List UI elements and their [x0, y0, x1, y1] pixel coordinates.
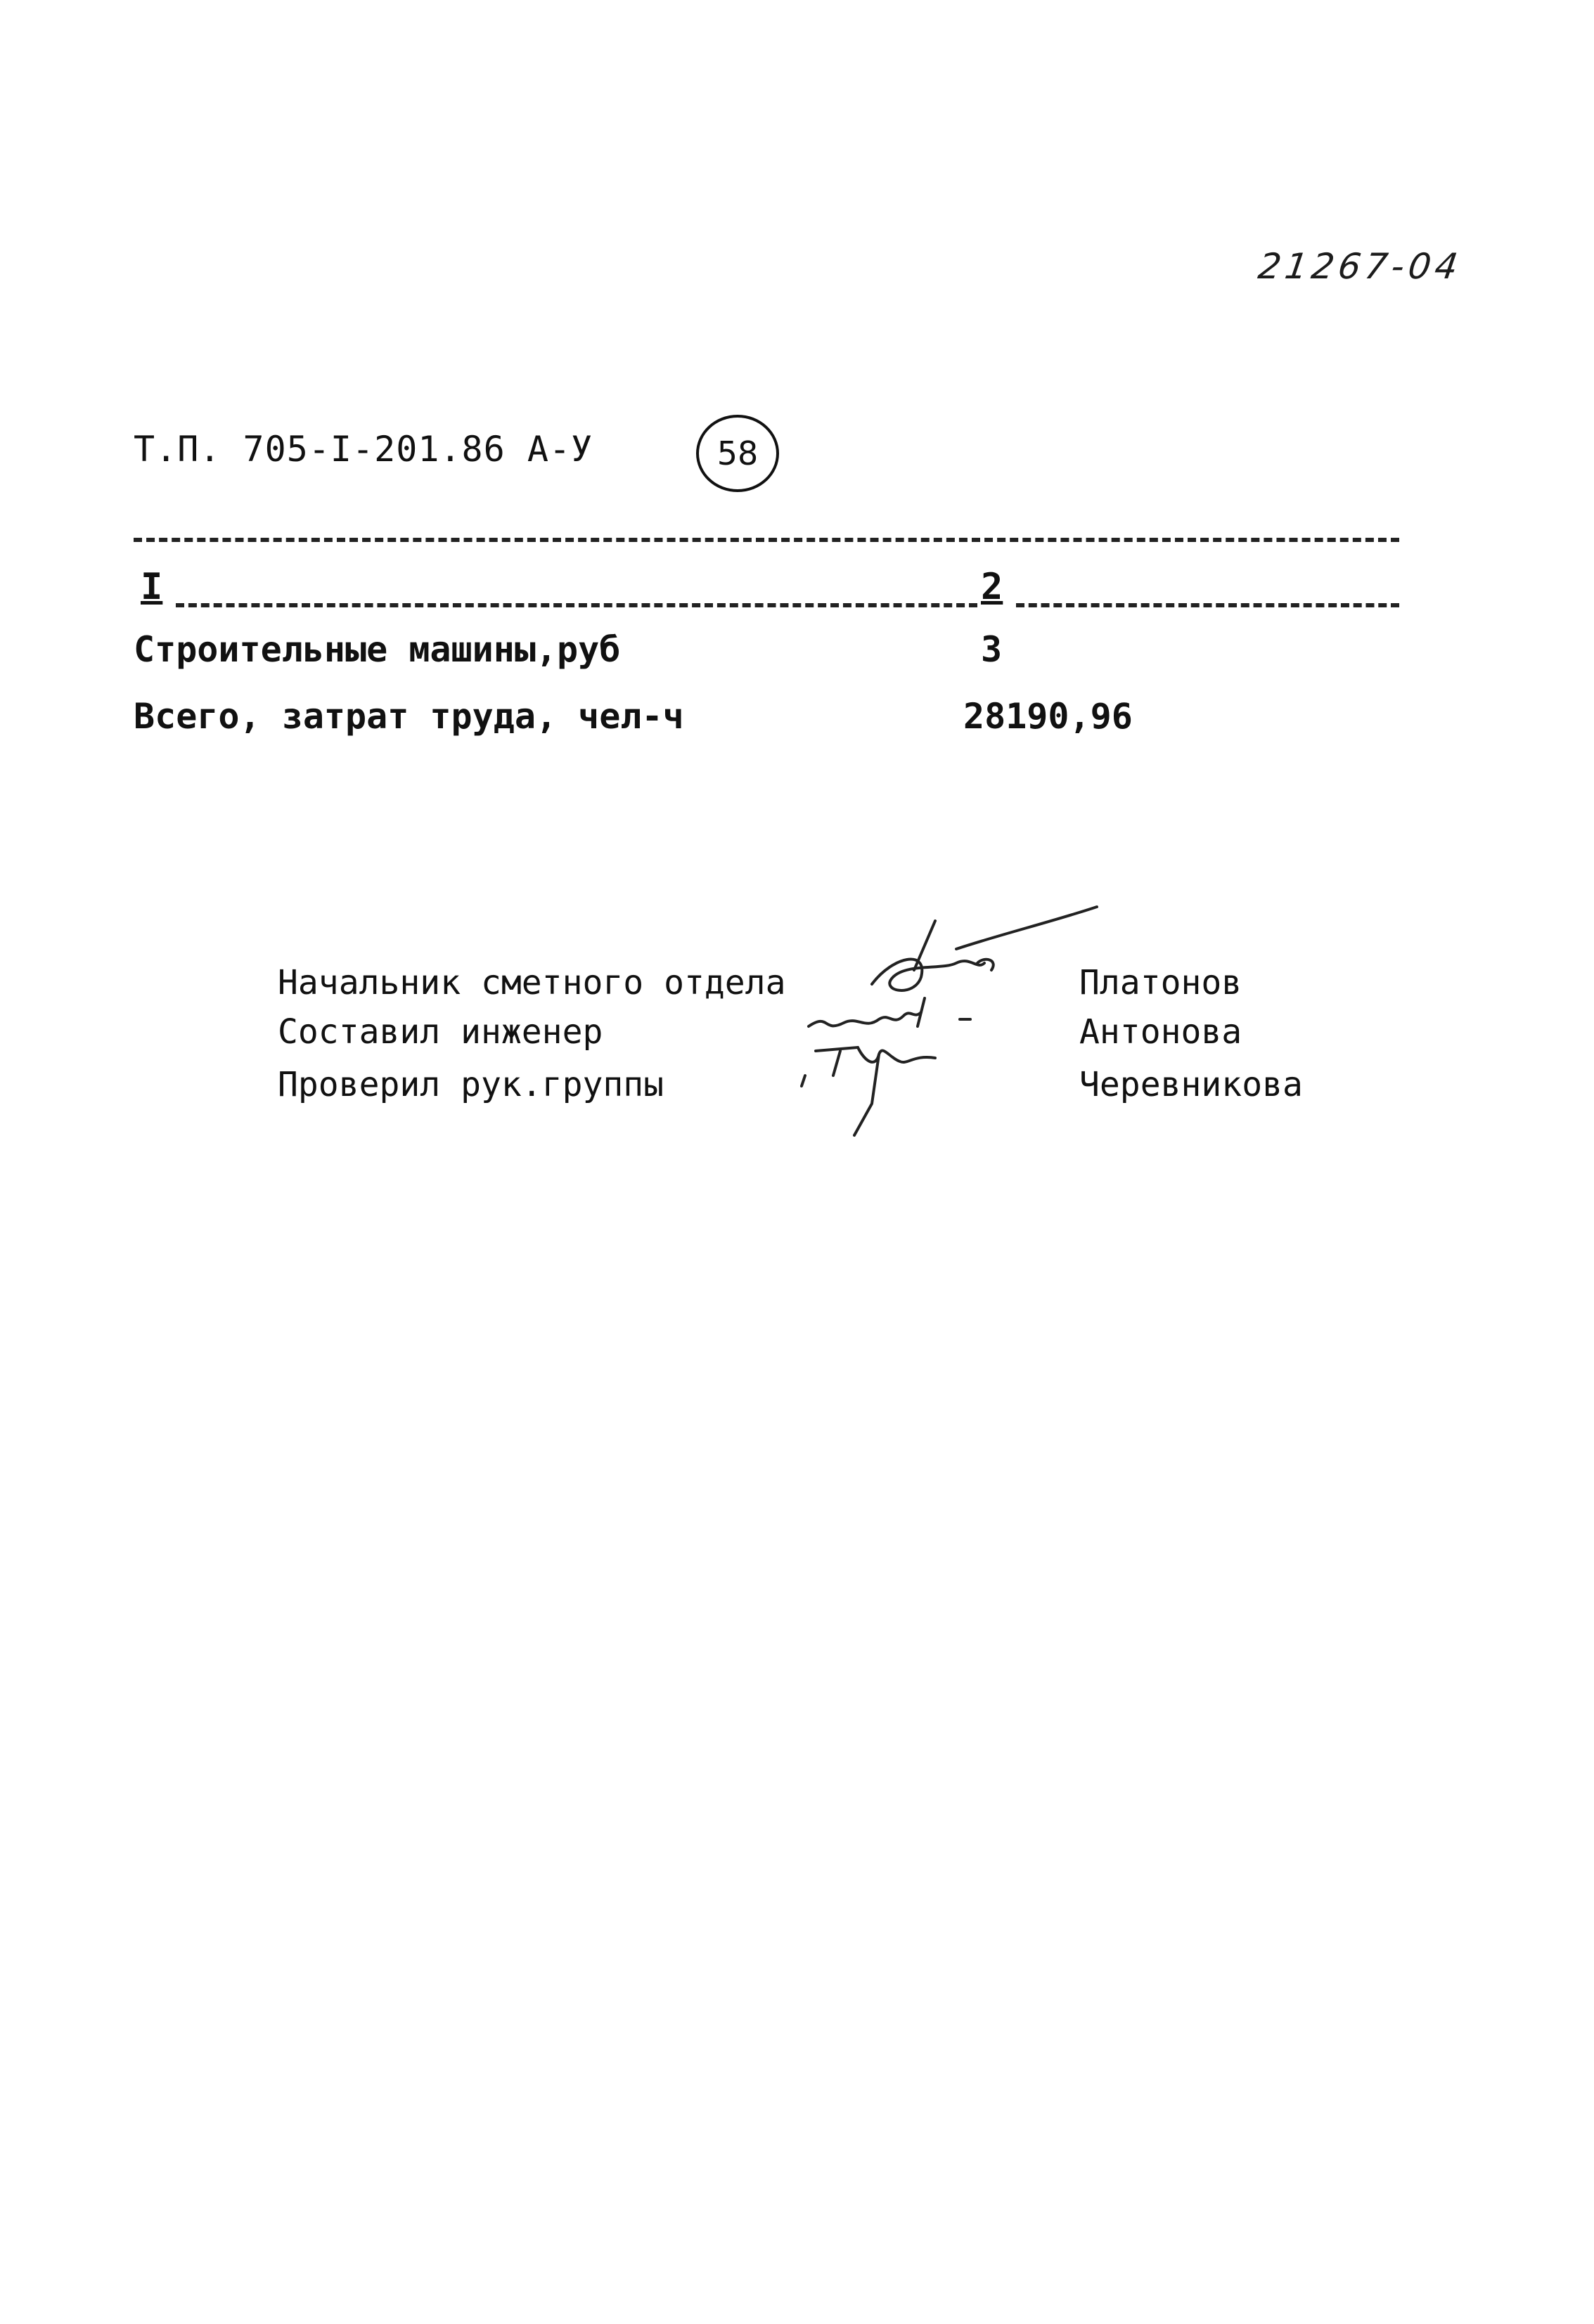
- column-number-1: I: [141, 566, 163, 608]
- signature-stroke: [914, 921, 935, 970]
- document-code: Т.П. 705-I-201.86 А-У: [134, 429, 593, 470]
- signature-stroke: [833, 1051, 840, 1076]
- row-value-machines: 3: [981, 629, 1003, 670]
- signature-stroke: [854, 1054, 879, 1135]
- signature-role: Составил инженер: [278, 1012, 603, 1052]
- signature-stroke: [956, 907, 1097, 949]
- signature-stroke: [816, 1047, 858, 1051]
- signature-role: Проверил рук.группы: [278, 1065, 664, 1104]
- column-number-2: 2: [981, 566, 1003, 608]
- signature-stroke: [918, 998, 925, 1026]
- column-dashed-rule-right: [1016, 603, 1399, 607]
- page-number: 58: [716, 434, 759, 472]
- signature-name: Антонова: [1079, 1012, 1242, 1052]
- row-label-machines: Строительные машины,руб: [134, 629, 621, 670]
- signature-name: Черевникова: [1079, 1065, 1303, 1104]
- signature-stroke: [872, 960, 984, 990]
- signature-name: Платонов: [1079, 963, 1242, 1002]
- signature-stroke: [809, 1012, 921, 1026]
- signature-role: Начальник сметного отдела: [278, 963, 786, 1002]
- handwritten-signatures: [773, 893, 1125, 1174]
- row-value-labor: 28190,96: [963, 696, 1133, 737]
- archive-number: 21267-04: [1255, 246, 1465, 287]
- top-dashed-rule: [134, 538, 1399, 542]
- signature-stroke: [802, 1076, 805, 1086]
- row-label-labor: Всего, затрат труда, чел-ч: [134, 696, 684, 737]
- page-number-badge: [696, 415, 779, 492]
- signature-stroke: [858, 1047, 935, 1062]
- column-dashed-rule-left: [176, 603, 977, 607]
